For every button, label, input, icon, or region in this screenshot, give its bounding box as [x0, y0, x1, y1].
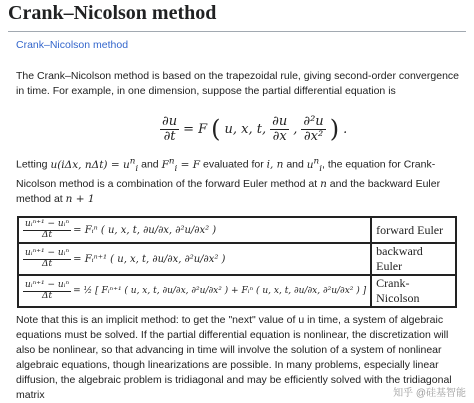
scheme-lhs	[23, 281, 71, 301]
table-row	[18, 243, 456, 275]
m4-sup: n	[313, 156, 320, 166]
letting-text-1: Letting	[16, 158, 51, 171]
scheme-name: forward Euler	[371, 217, 456, 243]
m4-sub: i	[319, 163, 322, 174]
scheme-lhs	[23, 249, 71, 269]
title-divider	[8, 31, 466, 32]
letting-text-3: evaluated for	[200, 158, 267, 171]
scheme-lhs-num: uᵢⁿ⁺¹ − uᵢⁿ	[25, 248, 70, 259]
m4: u	[306, 158, 314, 171]
table-row	[18, 275, 456, 307]
d2-fraction	[301, 115, 325, 143]
close-paren: )	[329, 115, 340, 143]
m2-rest: = F	[177, 158, 201, 171]
scheme-name: backward Euler	[371, 243, 456, 275]
lhs-fraction	[160, 115, 179, 143]
m2-sup: n	[168, 156, 175, 166]
scheme-lhs-den: Δt	[42, 229, 53, 240]
m2: F	[161, 158, 169, 171]
scheme-lhs-num: uᵢⁿ⁺¹ − uᵢⁿ	[25, 280, 70, 291]
watermark: 知乎 @硅基智能	[393, 388, 466, 399]
scheme-rhs: = ½ [ Fᵢⁿ⁺¹ ( u, x, t, ∂u/∂x, ∂²u/∂x² ) + Fᵢⁿ ( u, x, t, ∂u/∂x, ∂²u/∂x² ) ]	[73, 286, 367, 296]
open-paren: (	[211, 115, 221, 143]
letting-math-5: n	[320, 177, 327, 190]
d2-den: ∂x²	[303, 128, 324, 144]
m2-sub: i	[174, 163, 178, 174]
letting-math-3: i, n	[266, 158, 284, 171]
d1-den: ∂x	[272, 128, 287, 144]
comma: ,	[293, 121, 298, 137]
pde-end: .	[343, 121, 348, 137]
letting-text-2: and	[138, 158, 162, 171]
intro-paragraph: The Crank–Nicolson method is based on the trapezoidal rule, giving second-order convergence in time. For example, in one dimension, suppose the partial differential equation is	[16, 70, 460, 97]
closing-paragraph: Note that this is an implicit method: to get the "next" value of u in time, a system of algebraic equations must be solved. If the partial differential equation is nonlinear, the discretization will also be nonlinear, so that advancing in time will involve the solution of a system of nonlinear algebraic equations, though linearizations are possible. In many problems, especially linear diffusion, the algebraic problem is tridiagonal and may be efficiently solved with the tridiagonal matrix	[16, 314, 452, 401]
pde-args: u, x, t,	[224, 121, 267, 137]
page-title: Crank–Nicolson method	[8, 2, 217, 24]
scheme-lhs	[23, 220, 71, 240]
d1-num: ∂u	[272, 113, 288, 129]
letting-math-2	[161, 156, 201, 174]
d2-num: ∂²u	[303, 113, 324, 129]
formula-cell	[18, 275, 371, 307]
scheme-lhs-num: uᵢⁿ⁺¹ − uᵢⁿ	[25, 219, 70, 230]
d1-fraction	[270, 115, 289, 143]
m1-sup: n	[129, 156, 136, 166]
formula-cell	[18, 217, 371, 243]
formula-cell	[18, 243, 371, 275]
m1-sub: i	[135, 163, 139, 174]
scheme-lhs-den: Δt	[42, 290, 53, 301]
scheme-name: Crank-Nicolson	[371, 275, 456, 307]
lhs-den: ∂t	[163, 128, 176, 144]
scheme-lhs-den: Δt	[42, 258, 53, 269]
letting-text-6: and the backward Euler method at	[16, 177, 441, 205]
lhs-num: ∂u	[162, 113, 178, 129]
subtitle-link[interactable]: Crank–Nicolson method	[16, 39, 129, 51]
schemes-table	[17, 216, 457, 308]
scheme-rhs: = Fᵢⁿ ( u, x, t, ∂u/∂x, ∂²u/∂x² )	[73, 224, 217, 236]
letting-text-5: , the equation for Crank-Nicolson method is a combination of the forward Euler method at	[16, 158, 436, 190]
letting-text-4: and	[283, 158, 307, 171]
letting-math-6: n + 1	[65, 192, 95, 205]
letting-paragraph	[16, 154, 464, 207]
letting-math-1	[50, 156, 139, 174]
equals-f: = F	[183, 121, 208, 137]
letting-math-4	[306, 156, 322, 174]
m1: u(iΔx, nΔt) = u	[50, 158, 130, 171]
scheme-rhs: = Fᵢⁿ⁺¹ ( u, x, t, ∂u/∂x, ∂²u/∂x² )	[73, 253, 226, 265]
pde-equation	[160, 112, 347, 146]
table-row	[18, 217, 456, 243]
